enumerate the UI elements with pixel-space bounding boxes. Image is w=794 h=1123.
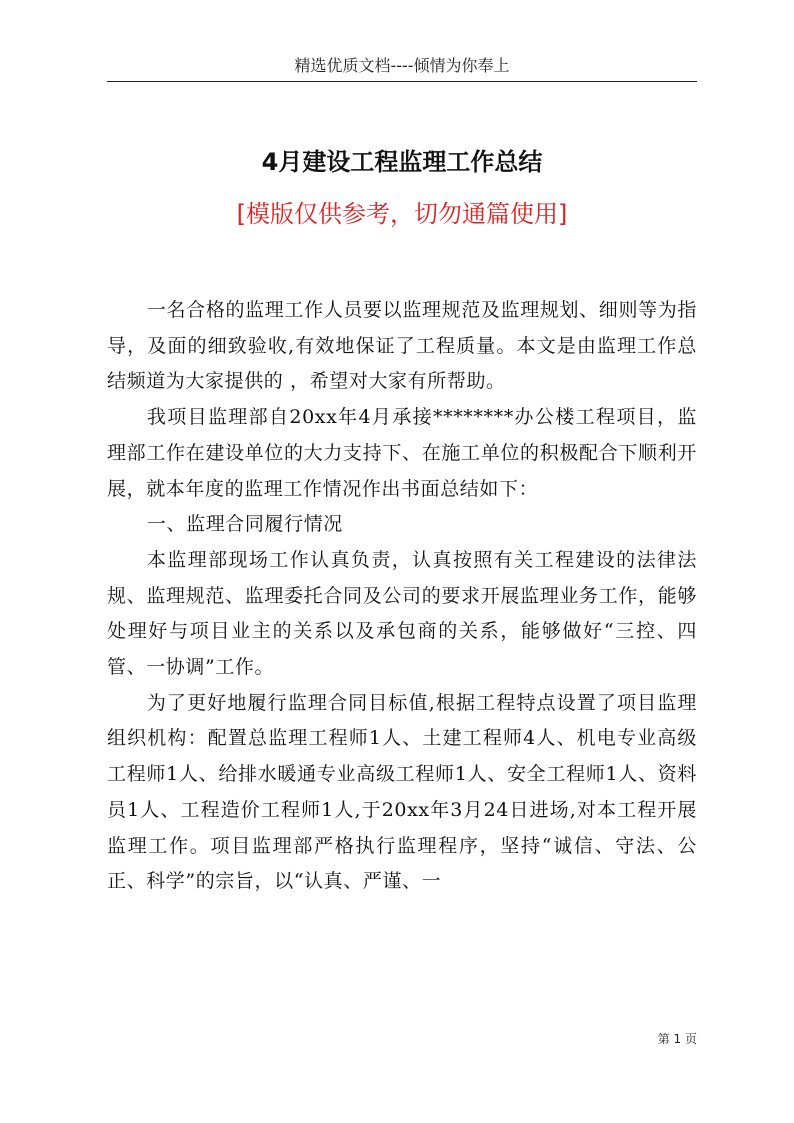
paragraph-organization: 为了更好地履行监理合同目标值,根据工程特点设置了项目监理组织机构：配置总监理工程师1人、土建工程师4人、机电专业高级工程师1人、给排水暖通专业高级工程师1人、安全工程师1人、资料员1人、工程造价工程师1人,于20xx年3月24日进场,对本工程开展监理工作。项目监理部严格执行监理程序，坚持“诚信、守法、公正、科学”的宗旨，以“认真、严谨、一 [107,691,697,893]
paragraph-intro: 一名合格的监理工作人员要以监理规范及监理规划、细则等为指导，及面的细致验收,有效地保证了工程质量。本文是由监理工作总结频道为大家提供的 ，希望对大家有所帮助。 [107,299,697,393]
document-title: 4月建设工程监理工作总结 [261,148,543,176]
page-number: 第 1 页 [657,1032,697,1046]
document-body [107,293,697,900]
paragraph-contract-work: 本监理部现场工作认真负责，认真按照有关工程建设的法律法规、监理规范、监理委托合同及公司的要求开展监理业务工作，能够处理好与项目业主的关系以及承包商的关系，能够做好“三控、四管、一协调”工作。 [107,548,697,679]
section-heading-contract: 一、监理合同履行情况 [146,513,343,536]
paragraph-overview: 我项目监理部自20xx年4月承接********办公楼工程项目，监理部工作在建设单位的大力支持下、在施工单位的积极配合下顺利开展，就本年度的监理工作情况作出书面总结如下： [107,406,697,500]
document-subtitle: [模版仅供参考，切勿通篇使用] [236,200,568,228]
page-header [107,53,697,82]
page-footer [107,1031,697,1047]
header-text: 精选优质文档----倾情为你奉上 [294,56,510,75]
